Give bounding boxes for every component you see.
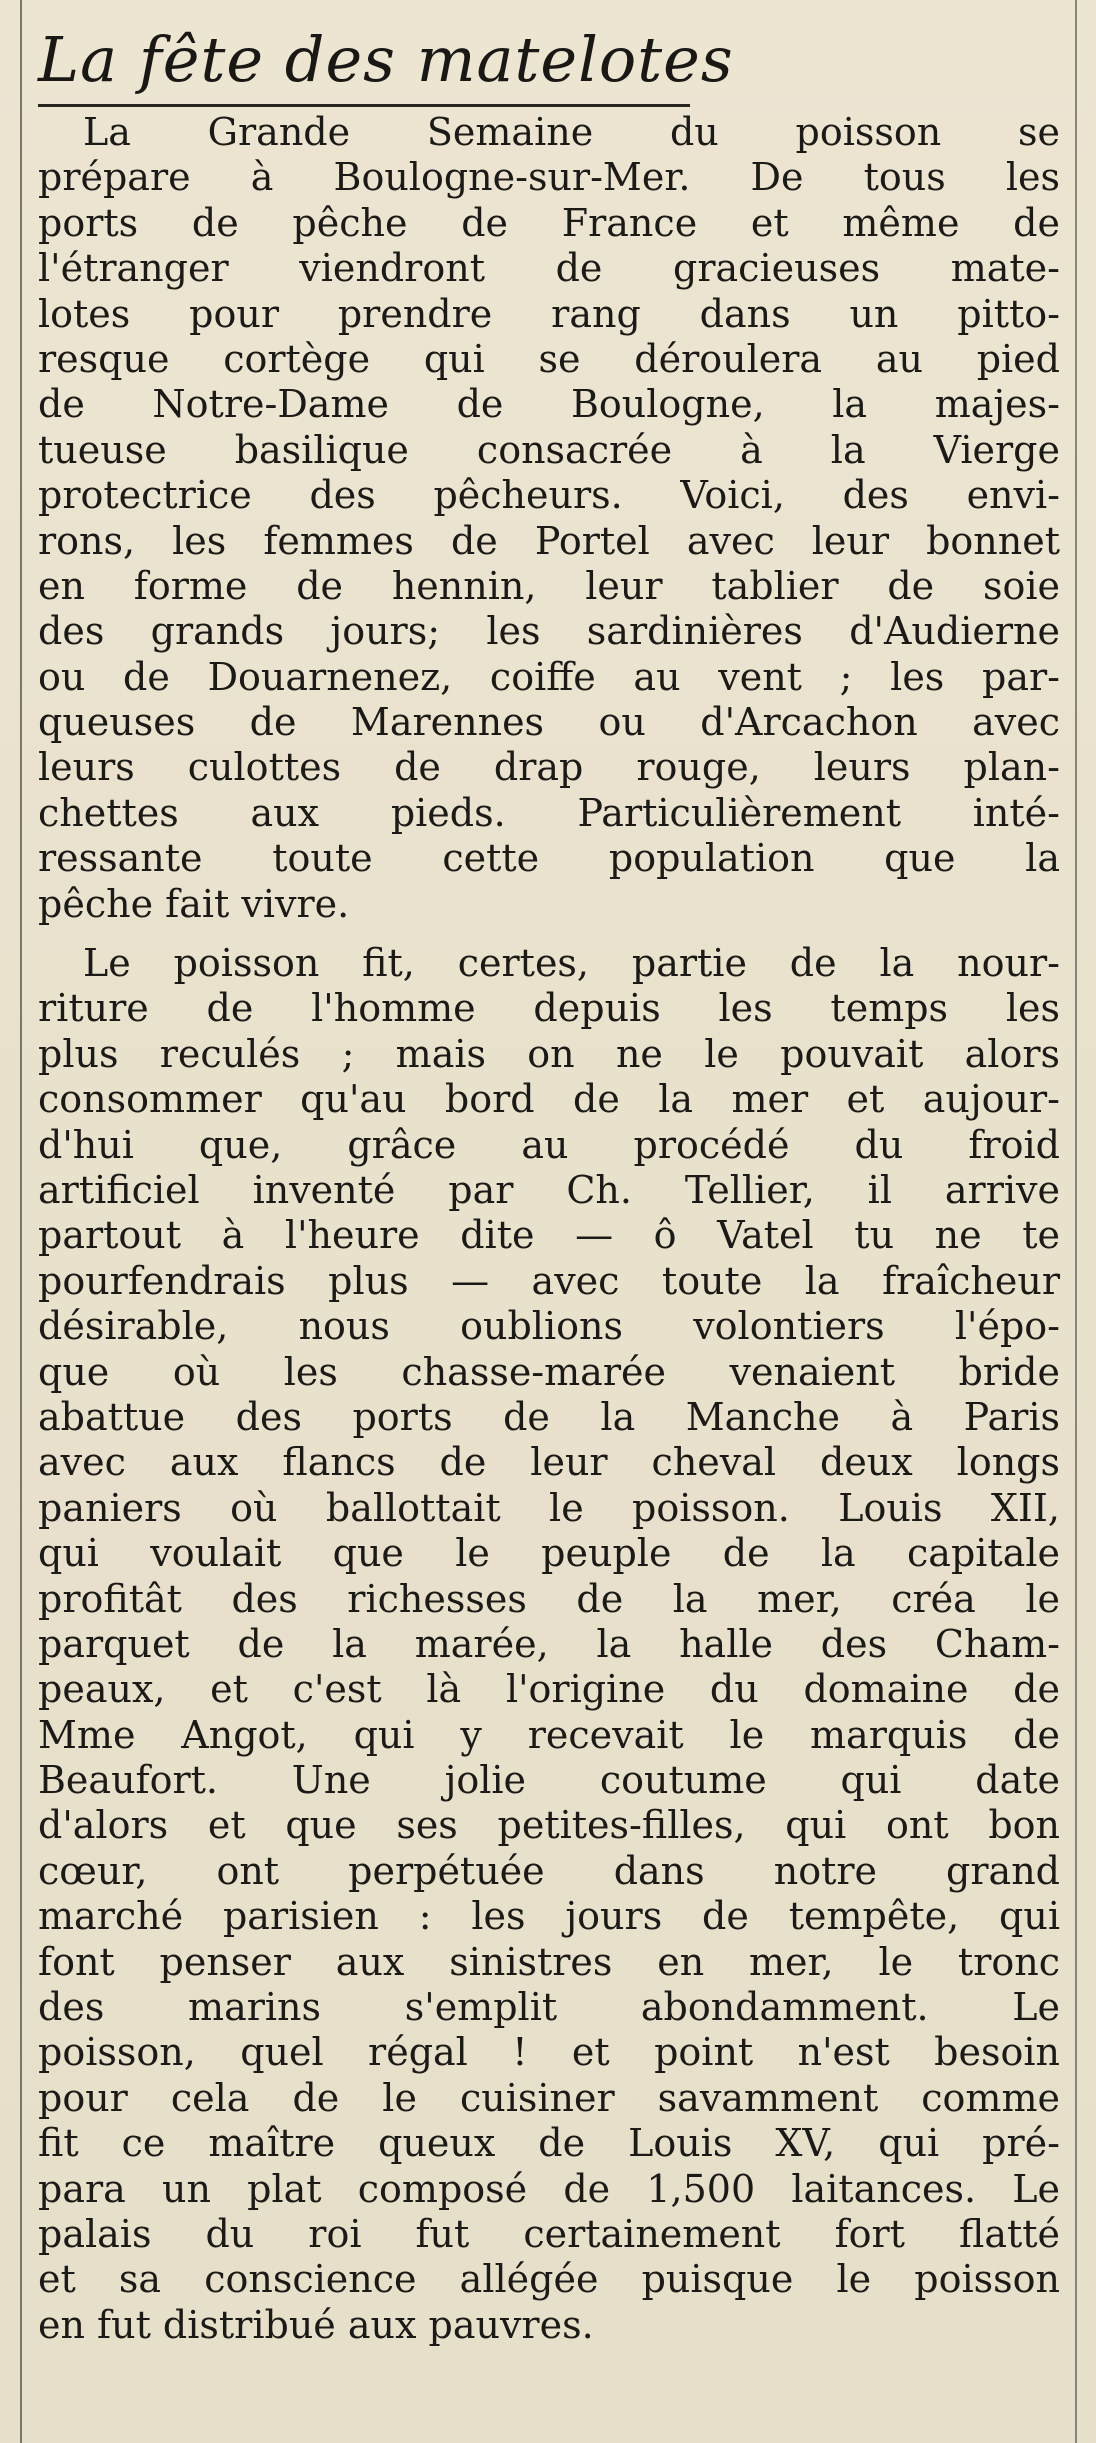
text-line: font penser aux sinistres en mer, le tronc	[38, 1939, 1060, 1984]
text-line: de Notre-Dame de Boulogne, la majes-	[38, 382, 1060, 427]
article-title: La fête des matelotes	[38, 23, 734, 96]
text-line: que où les chasse-marée venaient bride	[38, 1349, 1060, 1394]
paragraph-gap	[38, 927, 1060, 941]
text-line: avec aux flancs de leur cheval deux longs	[38, 1440, 1060, 1485]
text-line: et sa conscience allégée puisque le poisson	[38, 2257, 1060, 2302]
text-line: Mme Angot, qui y recevait le marquis de	[38, 1712, 1060, 1757]
text-line: resque cortège qui se déroulera au pied	[38, 336, 1060, 381]
text-line: marché parisien : les jours de tempête, qui	[38, 1894, 1060, 1939]
text-line: poisson, quel régal ! et point n'est besoin	[38, 2030, 1060, 2075]
text-line: pour cela de le cuisiner savamment comme	[38, 2075, 1060, 2120]
text-line: peaux, et c'est là l'origine du domaine de	[38, 1667, 1060, 1712]
text-line: palais du roi fut certainement fort flatté	[38, 2211, 1060, 2256]
text-line: chettes aux pieds. Particulièrement inté-	[38, 790, 1060, 835]
text-line: ou de Douarnenez, coiffe au vent ; les par-	[38, 654, 1060, 699]
text-line: profitât des richesses de la mer, créa le	[38, 1576, 1060, 1621]
text-line: artificiel inventé par Ch. Tellier, il arrive	[38, 1167, 1060, 1212]
text-line: consommer qu'au bord de la mer et aujour-	[38, 1077, 1060, 1122]
column-right-rule	[1075, 0, 1077, 2443]
text-line: fit ce maître queux de Louis XV, qui pré-	[38, 2121, 1060, 2166]
paragraph-1	[38, 110, 1060, 927]
article-body	[38, 110, 1060, 2348]
text-line: lotes pour prendre rang dans un pitto-	[38, 291, 1060, 336]
text-line: l'étranger viendront de gracieuses mate-	[38, 246, 1060, 291]
text-line: leurs culottes de drap rouge, leurs plan-	[38, 745, 1060, 790]
column-left-rule	[20, 0, 22, 2443]
text-line: Le poisson fit, certes, partie de la nour-	[83, 941, 1060, 986]
text-line: d'hui que, grâce au procédé du froid	[38, 1122, 1060, 1167]
text-line: qui voulait que le peuple de la capitale	[38, 1531, 1060, 1576]
text-line: para un plat composé de 1,500 laitances. Le	[38, 2166, 1060, 2211]
text-line: pêche fait vivre.	[38, 881, 350, 926]
paragraph-2	[38, 941, 1060, 2348]
text-line: cœur, ont perpétuée dans notre grand	[38, 1848, 1060, 1893]
text-line: d'alors et que ses petites-filles, qui ont bon	[38, 1803, 1060, 1848]
text-line: des grands jours; les sardinières d'Audierne	[38, 609, 1060, 654]
text-line: La Grande Semaine du poisson se	[83, 110, 1060, 154]
text-line: plus reculés ; mais on ne le pouvait alors	[38, 1031, 1060, 1076]
text-line: ports de pêche de France et même de	[38, 200, 1060, 245]
text-line: riture de l'homme depuis les temps les	[38, 986, 1060, 1031]
text-line: en forme de hennin, leur tablier de soie	[38, 563, 1060, 608]
text-line: protectrice des pêcheurs. Voici, des envi-	[38, 473, 1060, 518]
text-line: des marins s'emplit abondamment. Le	[38, 1985, 1060, 2030]
text-line: pourfendrais plus — avec toute la fraîcheur	[38, 1258, 1060, 1303]
text-line: ressante toute cette population que la	[38, 836, 1060, 881]
text-line: abattue des ports de la Manche à Paris	[38, 1394, 1060, 1439]
text-line: en fut distribué aux pauvres.	[38, 2302, 594, 2347]
text-line: Beaufort. Une jolie coutume qui date	[38, 1758, 1060, 1803]
text-line: prépare à Boulogne-sur-Mer. De tous les	[38, 155, 1060, 200]
text-line: désirable, nous oublions volontiers l'épo-	[38, 1304, 1060, 1349]
text-line: partout à l'heure dite — ô Vatel tu ne te	[38, 1213, 1060, 1258]
text-line: paniers où ballottait le poisson. Louis XII,	[38, 1485, 1060, 1530]
text-line: rons, les femmes de Portel avec leur bonnet	[38, 518, 1060, 563]
title-underline	[38, 104, 690, 107]
text-line: parquet de la marée, la halle des Cham-	[38, 1621, 1060, 1666]
text-line: tueuse basilique consacrée à la Vierge	[38, 427, 1060, 472]
text-line: queuses de Marennes ou d'Arcachon avec	[38, 700, 1060, 745]
